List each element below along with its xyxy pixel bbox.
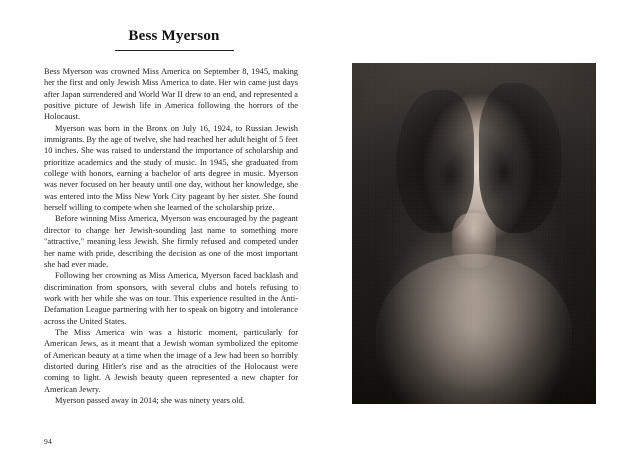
portrait-photo-image <box>352 63 596 404</box>
portrait-photo <box>352 63 596 404</box>
photo-vignette-overlay <box>352 63 596 404</box>
page-number: 94 <box>44 437 53 446</box>
title-underline-rule <box>115 50 234 51</box>
body-text-column <box>44 66 298 406</box>
paragraph: Bess Myerson was crowned Miss America on September 8, 1945, making her the first and only Jewish Miss America to date. Her win came just days after Japan surrendered and World War II drew to an end, and represented a positive picture of Jewish life in America following the horrors of the Holocaust. <box>44 67 298 122</box>
page-title: Bess Myerson <box>128 28 220 44</box>
paragraph: Following her crowning as Miss America, Myerson faced backlash and discrimination from sponsors, with several clubs and hotels refusing to work with her while she was on tour. This experience resulted in the Anti-Defamation League partnering with her to speak on bigotry and intolerance across the United States. <box>44 271 298 326</box>
paragraph: The Miss America win was a historic moment, particularly for American Jews, as it meant that a Jewish woman symbolized the epitome of American beauty at a time when the image of a Jew had been so horribly distorted during Hitler's rise and as the atrocities of the Holocaust were coming to light. A Jewish beauty queen represented a new chapter for American Jewry. <box>44 327 298 394</box>
paragraph: Myerson was born in the Bronx on July 16, 1924, to Russian Jewish immigrants. By the age of twelve, she had reached her adult height of 5 feet 10 inches. She was raised to understand the importance of scholarship and prioritize academics and the study of music. In 1945, she graduated from college with honors, earning a bachelor of arts degree in music. Myerson was never focused on her beauty until one day, without her knowledge, she was entered into the Miss New York City pageant by her sister. She found herself willing to compete when she learned of the scholarship prize. <box>44 123 298 213</box>
paragraph: Before winning Miss America, Myerson was encouraged by the pageant director to change her Jewish-sounding last name to something more "attractive," meaning less Jewish. She firmly refused and competed under her name with pride, describing the decision as one of the most important she had ever made. <box>44 214 298 269</box>
paragraph: Myerson passed away in 2014; she was ninety years old. <box>55 395 245 405</box>
